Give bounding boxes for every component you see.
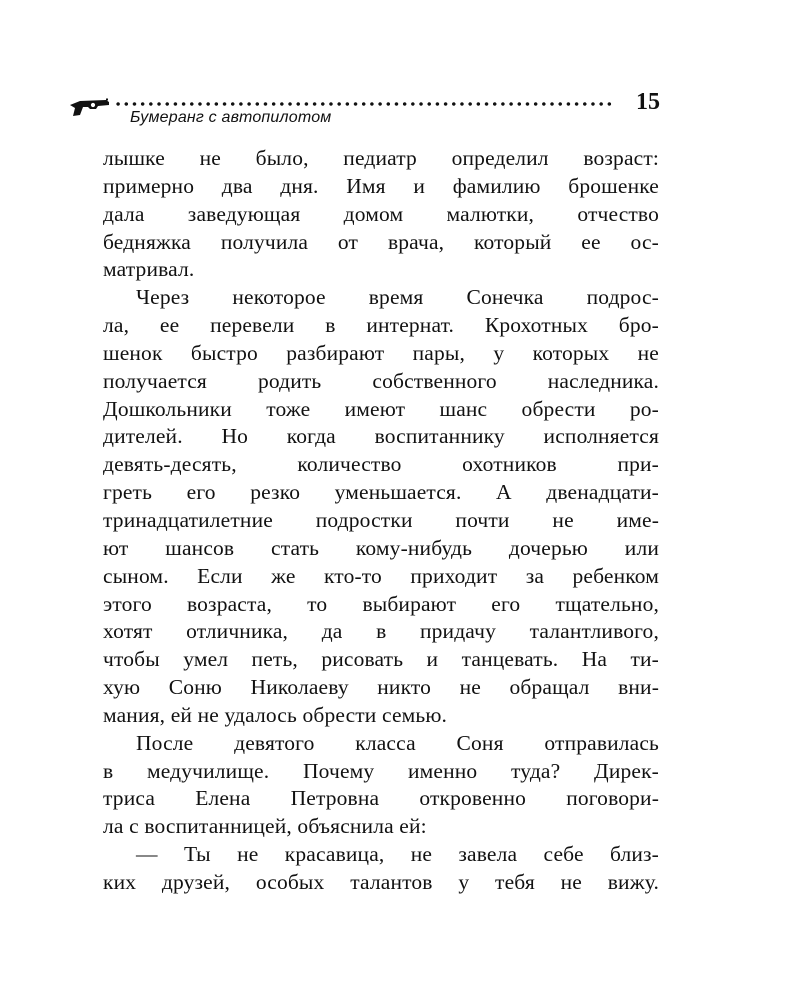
revolver-icon (68, 96, 112, 118)
text-line: дителей. Но когда воспитаннику исполняется (103, 424, 659, 449)
text-line: ют шансов стать кому-нибудь дочерью или (103, 535, 659, 560)
text-line: чтобы умел петь, рисовать и танцевать. На ти- (103, 647, 659, 672)
page-number: 15 (636, 89, 660, 115)
text-line: ких друзей, особых талантов у тебя не вижу. (103, 869, 659, 894)
text-line: мания, ей не удалось обрести семью. (103, 702, 448, 727)
page-header (68, 89, 660, 132)
text-line: лышке не было, педиатр определил возраст: (103, 146, 659, 170)
text-line: Дошкольники тоже имеют шанс обрести ро- (103, 396, 659, 421)
text-line: дала заведующая домом малютки, отчество (103, 201, 659, 226)
text-line: — Ты не красавица, не завела себе близ- (136, 842, 659, 867)
text-line: в медучилище. Почему именно туда? Дирек- (103, 758, 659, 783)
text-line: ла с воспитанницей, объяснила ей: (103, 814, 427, 839)
text-line: получается родить собственного наследника. (103, 368, 659, 393)
text-line: бедняжка получила от врача, который ее ос- (103, 229, 659, 254)
text-line: триса Елена Петровна откровенно поговори- (103, 786, 659, 811)
dotted-rule (114, 102, 614, 106)
text-line: После девятого класса Соня отправилась (136, 730, 659, 755)
text-line: сыном. Если же кто-то приходит за ребенком (103, 563, 659, 588)
text-line: матривал. (103, 257, 195, 282)
text-line: ла, ее перевели в интернат. Крохотных бро- (103, 313, 659, 338)
text-line: греть его резко уменьшается. А двенадцати- (103, 480, 659, 505)
text-line: шенок быстро разбирают пары, у которых не (103, 340, 659, 365)
text-line: девять-десять, количество охотников при- (103, 452, 659, 477)
running-title: Бумеранг с автопилотом (130, 109, 332, 126)
text-line: тринадцатилетние подростки почти не име- (103, 507, 659, 532)
text-line: хотят отличника, да в придачу талантливого, (103, 619, 659, 644)
text-line: примерно два дня. Имя и фамилию брошенке (103, 173, 659, 198)
text-line: хую Соню Николаеву никто не обращал вни- (103, 675, 659, 700)
text-line: этого возраста, то выбирают его тщательно, (103, 591, 659, 616)
body-text (103, 145, 659, 897)
text-line: Через некоторое время Сонечка подрос- (136, 285, 659, 310)
